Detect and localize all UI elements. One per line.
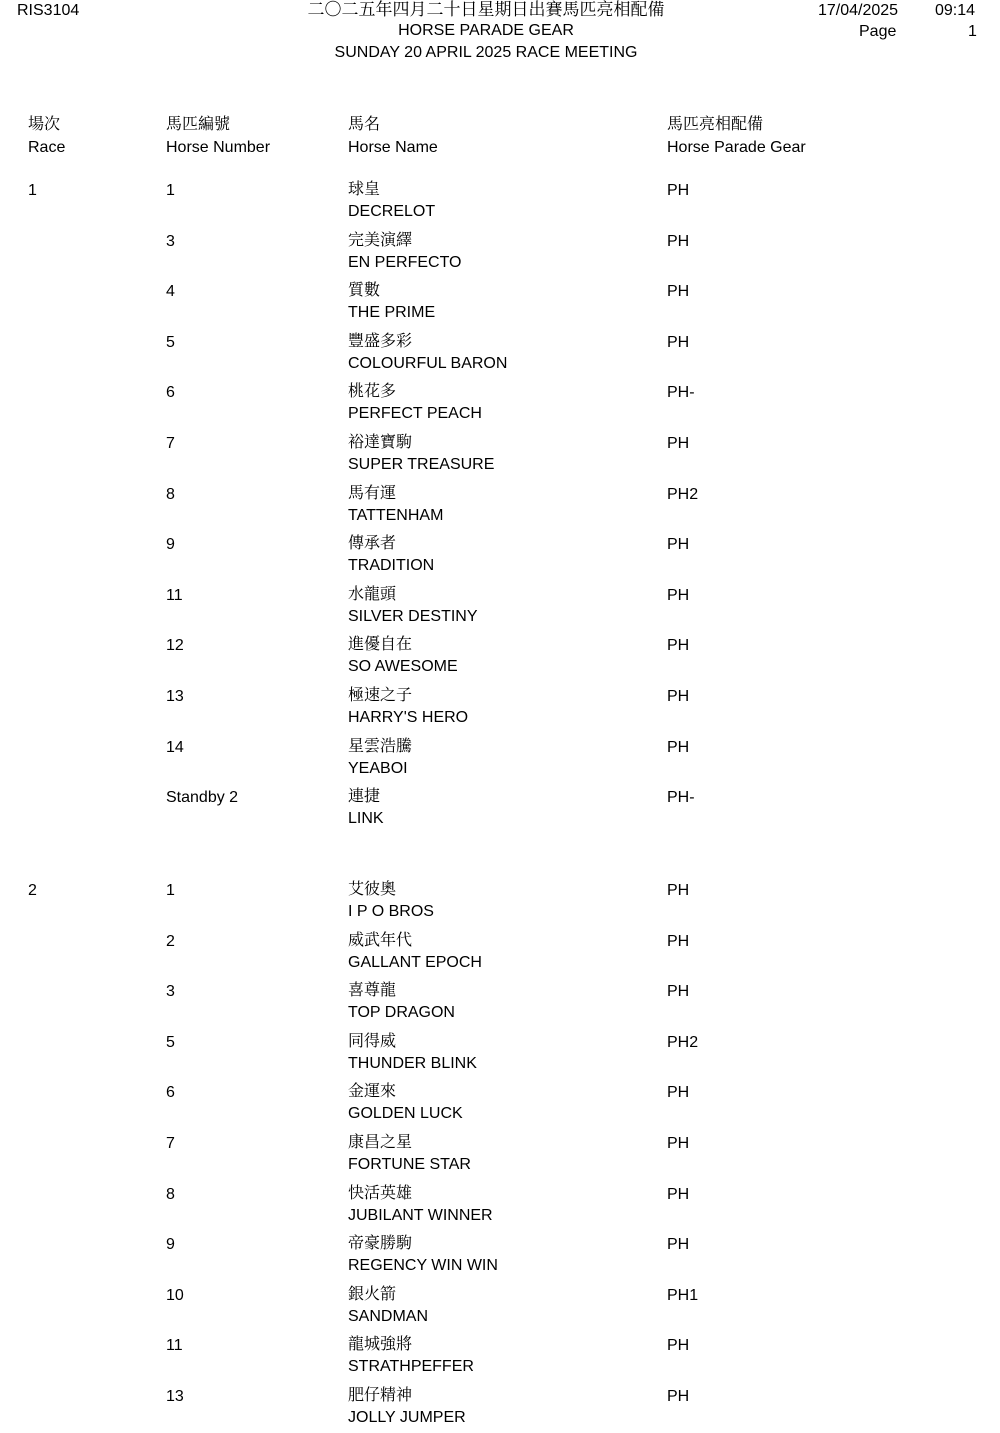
table-row <box>0 738 1000 782</box>
horse-number: 9 <box>166 536 175 553</box>
horse-name-english: REGENCY WIN WIN <box>348 1257 498 1274</box>
meeting-title: SUNDAY 20 APRIL 2025 RACE MEETING <box>334 44 638 61</box>
horse-name-english: YEABOI <box>348 760 408 777</box>
parade-gear: PH <box>667 933 690 950</box>
horse-name-chinese: 水龍頭 <box>348 586 397 603</box>
horse-name-chinese: 進優自在 <box>348 636 413 653</box>
horse-number: 12 <box>166 637 184 654</box>
table-row <box>0 982 1000 1026</box>
horse-name-english: SANDMAN <box>348 1308 429 1325</box>
report-code: RIS3104 <box>17 2 80 19</box>
parade-gear: PH <box>667 283 690 300</box>
table-row <box>0 687 1000 731</box>
column-header-name-zh: 馬名 <box>348 116 381 133</box>
column-header-gear-zh: 馬匹亮相配備 <box>667 116 764 133</box>
race-number: 1 <box>28 182 37 199</box>
horse-name-english: THUNDER BLINK <box>348 1055 477 1072</box>
horse-number: 10 <box>166 1287 184 1304</box>
column-header-number-zh: 馬匹編號 <box>166 116 231 133</box>
horse-name-english: LINK <box>348 810 384 827</box>
horse-name-chinese: 馬有運 <box>348 485 397 502</box>
horse-name-chinese: 同得威 <box>348 1033 397 1050</box>
table-row <box>0 586 1000 630</box>
horse-number: 6 <box>166 1084 175 1101</box>
parade-gear: PH <box>667 1084 690 1101</box>
horse-number: 8 <box>166 1186 175 1203</box>
horse-name-chinese: 金運來 <box>348 1083 397 1100</box>
horse-number: Standby 2 <box>166 789 239 806</box>
horse-name-english: TOP DRAGON <box>348 1004 455 1021</box>
horse-name-chinese: 帝豪勝駒 <box>348 1235 413 1252</box>
horse-number: 1 <box>166 182 175 199</box>
table-row <box>0 535 1000 579</box>
horse-name-english: STRATHPEFFER <box>348 1358 474 1375</box>
horse-name-english: SUPER TREASURE <box>348 456 495 473</box>
horse-number: 14 <box>166 739 184 756</box>
horse-name-english: COLOURFUL BARON <box>348 355 508 372</box>
column-header-race-en: Race <box>28 139 66 156</box>
table-row <box>0 1387 1000 1431</box>
table-row <box>0 1185 1000 1229</box>
horse-name-english: TRADITION <box>348 557 435 574</box>
column-header-name-en: Horse Name <box>348 139 438 156</box>
table-row <box>0 1083 1000 1127</box>
horse-name-chinese: 傳承者 <box>348 535 397 552</box>
horse-name-english: I P O BROS <box>348 903 434 920</box>
parade-gear: PH <box>667 688 690 705</box>
horse-name-english: FORTUNE STAR <box>348 1156 471 1173</box>
table-row <box>0 1134 1000 1178</box>
table-row <box>0 485 1000 529</box>
horse-number: 11 <box>166 587 183 604</box>
parade-gear: PH <box>667 637 690 654</box>
horse-name-english: GOLDEN LUCK <box>348 1105 463 1122</box>
horse-number: 9 <box>166 1236 175 1253</box>
horse-number: 11 <box>166 1337 183 1354</box>
horse-name-chinese: 快活英雄 <box>348 1185 413 1202</box>
horse-name-english: SILVER DESTINY <box>348 608 478 625</box>
parade-gear: PH- <box>667 384 695 401</box>
parade-gear: PH <box>667 587 690 604</box>
horse-name-chinese: 完美演繹 <box>348 232 413 249</box>
horse-name-chinese: 極速之子 <box>348 687 413 704</box>
horse-number: 8 <box>166 486 175 503</box>
parade-gear: PH <box>667 1337 690 1354</box>
horse-number: 13 <box>166 688 184 705</box>
table-row <box>0 788 1000 832</box>
horse-number: 7 <box>166 435 175 452</box>
horse-name-chinese: 豐盛多彩 <box>348 333 413 350</box>
horse-number: 2 <box>166 933 175 950</box>
parade-gear: PH <box>667 983 690 1000</box>
horse-name-chinese: 肥仔精神 <box>348 1387 413 1404</box>
table-row <box>0 1336 1000 1380</box>
horse-number: 3 <box>166 233 175 250</box>
horse-number: 6 <box>166 384 175 401</box>
table-row <box>0 932 1000 976</box>
table-row <box>0 181 1000 225</box>
parade-gear: PH2 <box>667 486 699 503</box>
parade-gear: PH <box>667 1388 690 1405</box>
horse-name-chinese: 桃花多 <box>348 383 397 400</box>
horse-number: 1 <box>166 882 175 899</box>
horse-name-english: TATTENHAM <box>348 507 444 524</box>
print-date: 17/04/2025 <box>818 2 899 19</box>
horse-name-chinese: 裕達寶駒 <box>348 434 413 451</box>
parade-gear: PH2 <box>667 1034 699 1051</box>
column-header-gear-en: Horse Parade Gear <box>667 139 806 156</box>
parade-gear: PH1 <box>667 1287 699 1304</box>
horse-name-chinese: 康昌之星 <box>348 1134 413 1151</box>
table-row <box>0 1235 1000 1279</box>
horse-name-english: EN PERFECTO <box>348 254 462 271</box>
parade-gear: PH <box>667 1186 690 1203</box>
horse-name-chinese: 星雲浩騰 <box>348 738 413 755</box>
horse-name-english: GALLANT EPOCH <box>348 954 482 971</box>
parade-gear: PH- <box>667 789 695 806</box>
parade-gear: PH <box>667 334 690 351</box>
report-title-chinese: 二〇二五年四月二十日星期日出賽馬匹亮相配備 <box>307 0 665 19</box>
parade-gear: PH <box>667 233 690 250</box>
parade-gear: PH <box>667 882 690 899</box>
horse-number: 5 <box>166 334 175 351</box>
parade-gear: PH <box>667 536 690 553</box>
horse-number: 3 <box>166 983 175 1000</box>
parade-gear: PH <box>667 1236 690 1253</box>
parade-gear: PH <box>667 1135 690 1152</box>
table-row <box>0 636 1000 680</box>
parade-gear: PH <box>667 739 690 756</box>
parade-gear: PH <box>667 435 690 452</box>
horse-name-english: JOLLY JUMPER <box>348 1409 466 1426</box>
horse-number: 7 <box>166 1135 175 1152</box>
table-row <box>0 282 1000 326</box>
horse-name-chinese: 質數 <box>348 282 381 299</box>
print-time: 09:14 <box>935 2 976 19</box>
horse-name-english: HARRY'S HERO <box>348 709 469 726</box>
horse-number: 13 <box>166 1388 184 1405</box>
report-title-english: HORSE PARADE GEAR <box>398 22 574 39</box>
horse-number: 5 <box>166 1034 175 1051</box>
horse-name-chinese: 龍城強將 <box>348 1336 413 1353</box>
table-row <box>0 434 1000 478</box>
horse-name-chinese: 銀火箭 <box>348 1286 397 1303</box>
page-number: 1 <box>968 23 977 40</box>
table-row <box>0 232 1000 276</box>
table-row <box>0 1286 1000 1330</box>
horse-name-chinese: 艾彼奧 <box>348 881 397 898</box>
horse-name-chinese: 連捷 <box>348 788 381 805</box>
table-row <box>0 383 1000 427</box>
horse-name-english: DECRELOT <box>348 203 436 220</box>
horse-name-chinese: 喜尊龍 <box>348 982 397 999</box>
page-label: Page <box>859 23 897 40</box>
horse-name-chinese: 威武年代 <box>348 932 413 949</box>
horse-name-chinese: 球皇 <box>348 181 381 198</box>
table-row <box>0 333 1000 377</box>
table-row <box>0 881 1000 925</box>
horse-name-english: JUBILANT WINNER <box>348 1207 493 1224</box>
column-header-race-zh: 場次 <box>28 116 61 133</box>
table-row <box>0 1033 1000 1077</box>
horse-number: 4 <box>166 283 175 300</box>
parade-gear: PH <box>667 182 690 199</box>
horse-name-english: PERFECT PEACH <box>348 405 482 422</box>
race-number: 2 <box>28 882 37 899</box>
column-header-number-en: Horse Number <box>166 139 271 156</box>
horse-name-english: THE PRIME <box>348 304 436 321</box>
horse-name-english: SO AWESOME <box>348 658 458 675</box>
